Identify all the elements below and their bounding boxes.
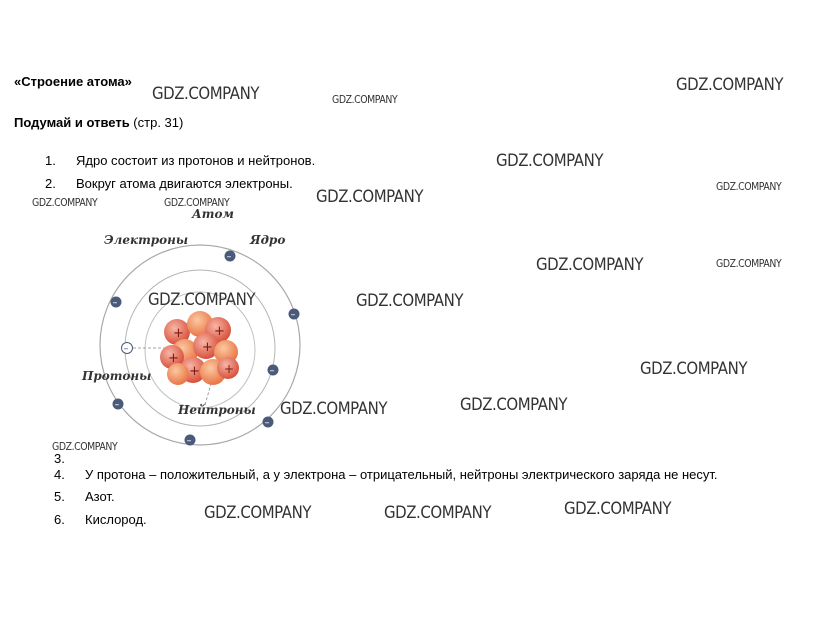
watermark-text: GDZ.COMPANY [32, 196, 98, 209]
watermark-text: GDZ.COMPANY [716, 257, 782, 270]
section-heading-page: (стр. 31) [129, 115, 184, 130]
watermark-text: GDZ.COMPANY [536, 255, 644, 275]
answer-text: Азот. [85, 489, 115, 504]
neutrons-label: Нейтроны [178, 403, 256, 417]
atom-diagram [60, 200, 340, 460]
svg-text:–: – [123, 343, 129, 355]
answer-number: 1. [45, 153, 56, 168]
answer-number: 6. [54, 512, 65, 527]
svg-text:–: – [290, 309, 296, 321]
watermark-text: GDZ.COMPANY [204, 503, 312, 523]
watermark-text: GDZ.COMPANY [152, 84, 260, 104]
watermark-text: GDZ.COMPANY [640, 359, 748, 379]
svg-text:+: + [173, 326, 184, 341]
answer-number: 4. [54, 467, 65, 482]
watermark-text: GDZ.COMPANY [52, 440, 118, 453]
svg-text:–: – [264, 417, 270, 429]
svg-text:–: – [226, 251, 232, 263]
atom-label: Атом [192, 207, 234, 221]
svg-text:–: – [269, 365, 275, 377]
svg-text:+: + [202, 340, 213, 355]
section-heading-bold: Подумай и ответь [14, 115, 130, 130]
watermark-text: GDZ.COMPANY [332, 93, 398, 106]
watermark-text: GDZ.COMPANY [356, 291, 464, 311]
answer-text: У протона – положительный, а у электрона – отрицательный, нейтроны электрического заряда не несут. [85, 467, 718, 482]
watermark-text: GDZ.COMPANY [148, 290, 256, 310]
watermark-text: GDZ.COMPANY [316, 187, 424, 207]
watermark-text: GDZ.COMPANY [164, 196, 230, 209]
answer-number: 3. [54, 451, 65, 466]
watermark-text: GDZ.COMPANY [564, 499, 672, 519]
svg-text:+: + [214, 324, 225, 339]
electrons-label: Электроны [104, 233, 189, 247]
answer-text: Ядро состоит из протонов и нейтронов. [76, 153, 316, 168]
nucleus [160, 311, 239, 385]
watermark-text: GDZ.COMPANY [460, 395, 568, 415]
watermark-text: GDZ.COMPANY [676, 75, 784, 95]
svg-text:+: + [224, 362, 235, 376]
svg-text:+: + [168, 351, 179, 366]
protons-label: Протоны [82, 369, 152, 383]
svg-text:–: – [114, 399, 120, 411]
watermark-text: GDZ.COMPANY [716, 180, 782, 193]
nucleus-label: Ядро [250, 233, 286, 247]
watermark-text: GDZ.COMPANY [496, 151, 604, 171]
answer-number: 5. [54, 489, 65, 504]
section-heading [14, 115, 183, 130]
svg-text:+: + [189, 364, 200, 379]
watermark-text: GDZ.COMPANY [280, 399, 388, 419]
document-title: «Строение атома» [14, 74, 132, 89]
watermark-text: GDZ.COMPANY [384, 503, 492, 523]
svg-text:–: – [112, 297, 118, 309]
answer-text: Вокруг атома двигаются электроны. [76, 176, 293, 191]
answer-number: 2. [45, 176, 56, 191]
answer-text: Кислород. [85, 512, 147, 527]
svg-text:–: – [186, 435, 192, 447]
